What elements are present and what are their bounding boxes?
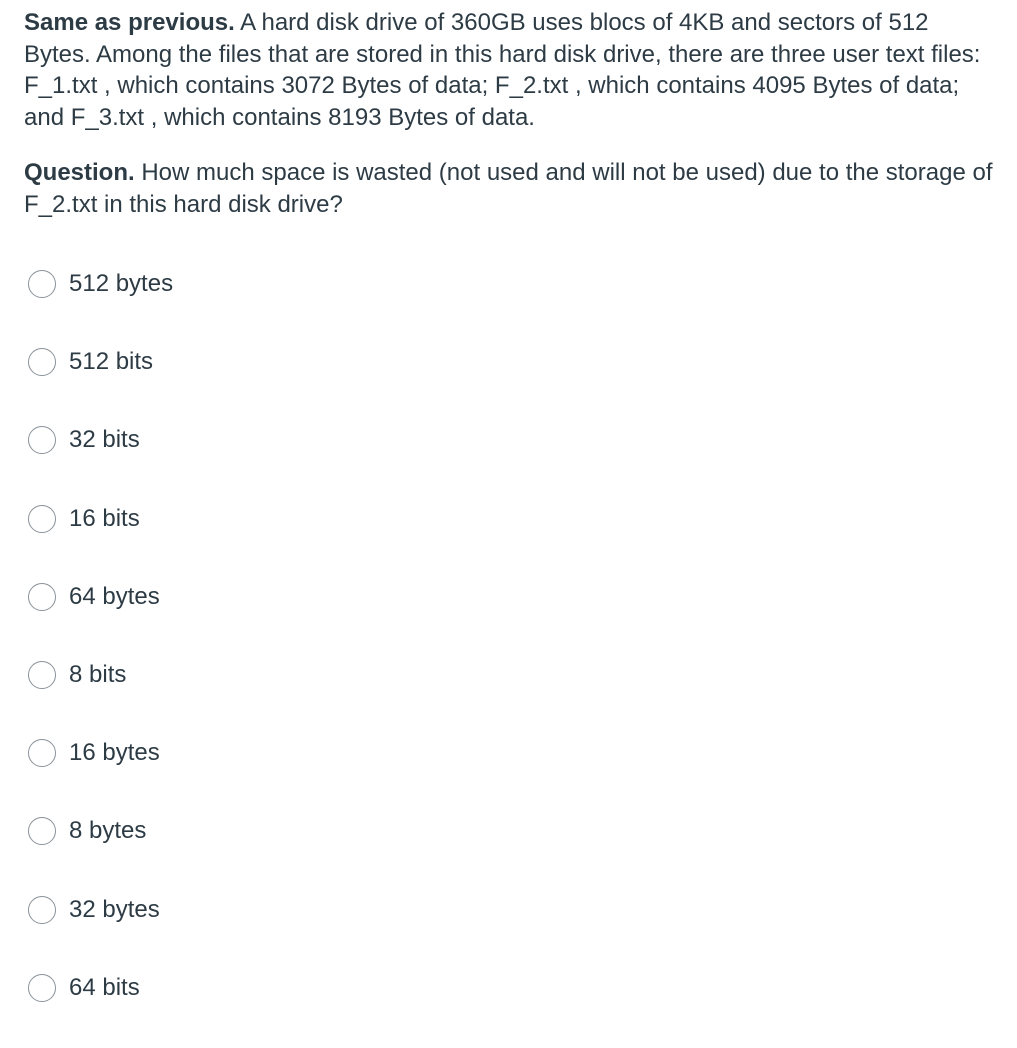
answer-options [28, 266, 628, 1048]
answer-option-label[interactable]: 64 bytes [69, 582, 160, 610]
context-lead: Same as previous. [24, 9, 235, 36]
answer-option-label[interactable]: 16 bytes [69, 739, 160, 767]
radio-button[interactable] [28, 974, 56, 1002]
radio-button[interactable] [28, 896, 56, 924]
answer-option-label[interactable]: 32 bytes [69, 895, 160, 923]
answer-option-label[interactable]: 64 bits [69, 973, 140, 1001]
answer-option[interactable] [28, 735, 628, 813]
answer-option[interactable] [28, 266, 628, 344]
answer-option[interactable] [28, 970, 628, 1048]
radio-button[interactable] [28, 426, 56, 454]
answer-option[interactable] [28, 501, 628, 579]
question-lead: Question. [24, 159, 135, 186]
radio-button[interactable] [28, 270, 56, 298]
radio-button[interactable] [28, 661, 56, 689]
radio-button[interactable] [28, 583, 56, 611]
answer-option-label[interactable]: 32 bits [69, 426, 140, 454]
answer-option[interactable] [28, 344, 628, 422]
context-text: A hard disk drive of 360GB uses blocs of 4KB and sectors of 512 Bytes. Among the files that are stored in this hard disk drive, there are three user text files: F_1.txt , which contains 3072 Bytes of data; F_2.txt , which contains 4095 Bytes of data; and F_3.txt , which contains 8193 Bytes of data. [24, 9, 981, 131]
answer-option[interactable] [28, 892, 628, 970]
radio-button[interactable] [28, 505, 56, 533]
answer-option[interactable] [28, 657, 628, 735]
question-prompt [24, 157, 999, 220]
answer-option-label[interactable]: 512 bytes [69, 270, 174, 297]
radio-button[interactable] [28, 817, 56, 845]
answer-option-label[interactable]: 16 bits [69, 504, 140, 532]
question-context [24, 7, 999, 133]
radio-button[interactable] [28, 348, 56, 376]
answer-option[interactable] [28, 579, 628, 657]
answer-option-label[interactable]: 8 bits [69, 660, 127, 688]
answer-option[interactable] [28, 813, 628, 891]
answer-option-label[interactable]: 8 bytes [69, 817, 147, 845]
answer-option[interactable] [28, 422, 628, 500]
radio-button[interactable] [28, 739, 56, 767]
answer-option-label[interactable]: 512 bits [69, 348, 154, 376]
question-text: How much space is wasted (not used and will not be used) due to the storage of F_2.txt in this hard disk drive? [24, 159, 993, 218]
